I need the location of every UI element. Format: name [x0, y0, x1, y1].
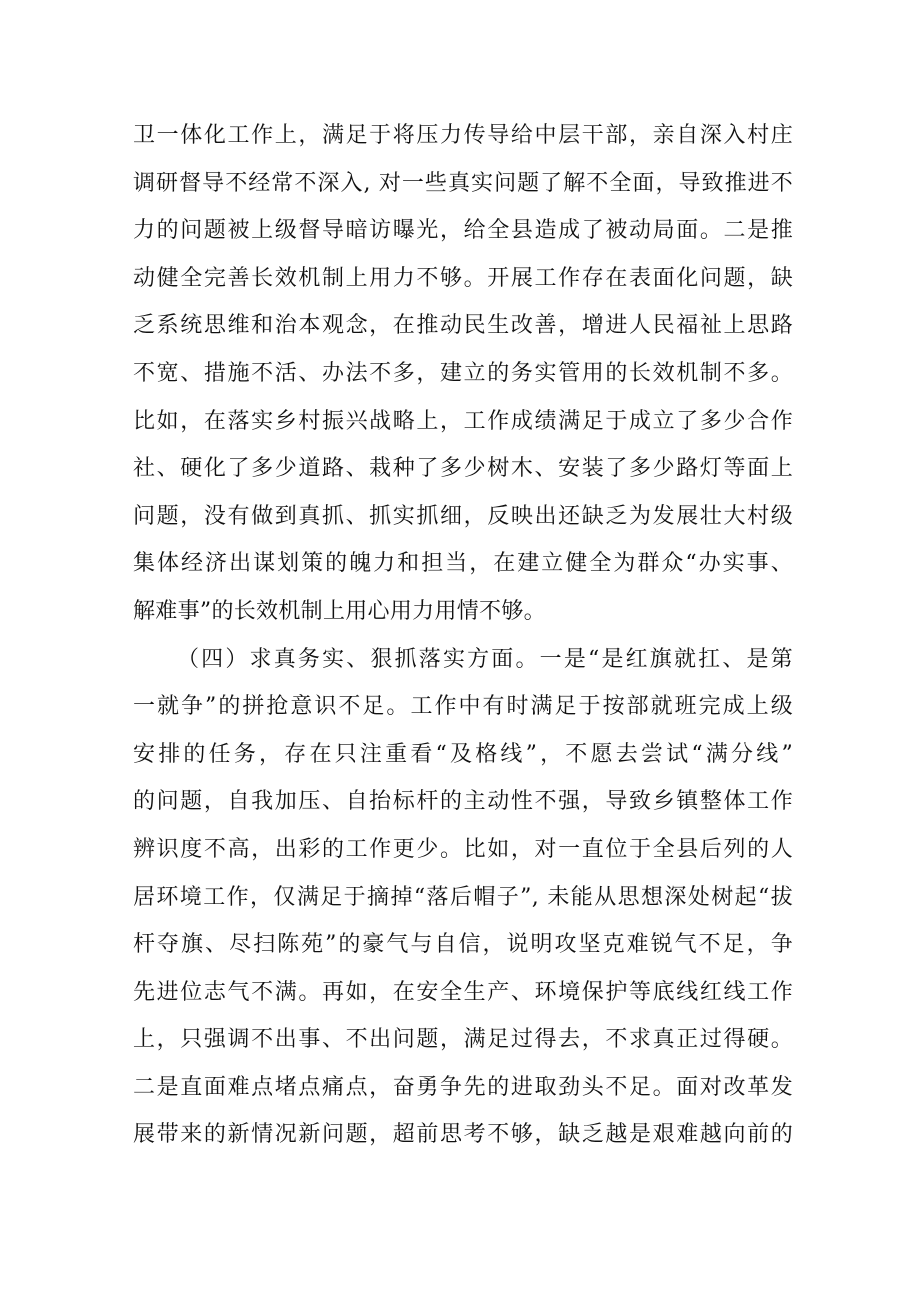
text-line: 杆夺旗、尽扫陈苑”的豪气与自信，说明攻坚克难锐气不足，争: [133, 932, 793, 958]
text-line: 展带来的新情况新问题，超前思考不够，缺乏越是艰难越向前的: [133, 1122, 793, 1148]
section-heading-line: （四）求真务实、狠抓落实方面。一是“是红旗就扛、是第: [177, 646, 793, 672]
text-line: 调研督导不经常不深入, 对一些真实问题了解不全面，导致推进不: [133, 170, 793, 196]
text-line: 先进位志气不满。再如，在安全生产、环境保护等底线红线工作: [133, 979, 793, 1005]
paragraph-2: [133, 636, 793, 1160]
text-line: 力的问题被上级督导暗访曝光，给全县造成了被动局面。二是推: [133, 218, 793, 244]
text-line: 安排的任务，存在只注重看“及格线”，不愿去尝试“满分线”: [133, 741, 793, 767]
text-line: 上，只强调不出事、不出问题，满足过得去，不求真正过得硬。: [133, 1027, 793, 1053]
document-page: [133, 112, 793, 1159]
text-line: 问题，没有做到真抓、抓实抓细，反映出还缺乏为发展壮大村级: [133, 503, 793, 529]
paragraph-1: [133, 112, 793, 636]
text-line: 一就争”的拼抢意识不足。工作中有时满足于按部就班完成上级: [133, 694, 793, 720]
text-line: 二是直面难点堵点痛点，奋勇争先的进取劲头不足。面对改革发: [133, 1074, 793, 1100]
text-line: 比如，在落实乡村振兴战略上，工作成绩满足于成立了多少合作: [133, 408, 793, 434]
text-line: 解难事”的长效机制上用心用力用情不够。: [133, 598, 546, 624]
text-line: 不宽、措施不活、办法不多，建立的务实管用的长效机制不多。: [133, 360, 793, 386]
text-line: 的问题，自我加压、自抬标杆的主动性不强，导致乡镇整体工作: [133, 789, 793, 815]
text-line: 卫一体化工作上，满足于将压力传导给中层干部，亲自深入村庄: [133, 123, 793, 148]
text-line: 乏系统思维和治本观念，在推动民生改善，增进人民福祉上思路: [133, 313, 793, 339]
text-line: 辨识度不高，出彩的工作更少。比如，对一直位于全县后列的人: [133, 836, 793, 862]
text-line: 动健全完善长效机制上用力不够。开展工作存在表面化问题，缺: [133, 265, 793, 291]
text-line: 居环境工作，仅满足于摘掉“落后帽子”, 未能从思想深处树起“拔: [133, 884, 793, 910]
text-line: 集体经济出谋划策的魄力和担当，在建立健全为群众“办实事、: [133, 551, 793, 577]
text-line: 社、硬化了多少道路、栽种了多少树木、安装了多少路灯等面上: [133, 456, 793, 482]
